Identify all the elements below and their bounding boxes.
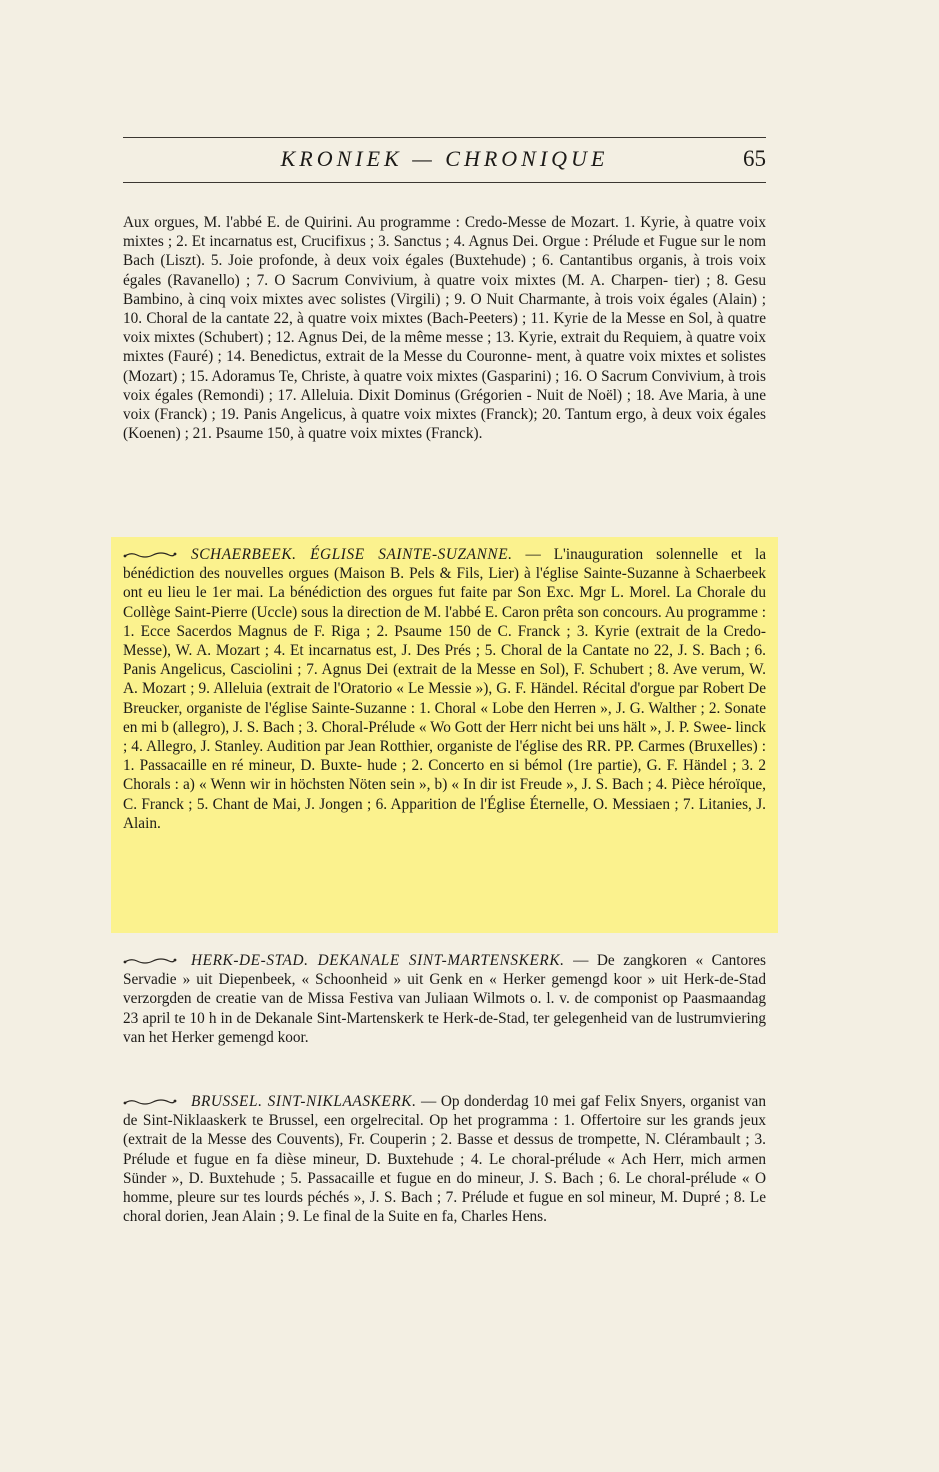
text-line: do mineur, J. S. Bach ; 6. Le choral-prélude « O homme, pleure sur tes lourds péchés », [123,1169,767,1207]
text-line: des orgues fut faite par Son Exc. Mgr L. Morel. [366,584,671,602]
text-line: — De [564,952,615,969]
text-line: « Herker gemengd koor » uit Herk-de-Stad verzorgden de creatie van de Missa [123,971,766,1008]
section-schaerbeek [123,545,766,833]
text-line: Jean Alain ; 9. Le final de la Suite en fa, Charles Hens. [211,1208,547,1226]
text-line: à deux voix égales (Buxtehude) ; 6. Cantantibus organis, à trois voix égales [123,252,767,289]
text-line: 1. Choral « Lobe den Herren », J. G. Walther ; 2. Sonate en mi b (allegro), [123,699,766,736]
text-line: (Schubert) ; 12. Agnus Dei, de la même messe ; 13. Kyrie, extrait du Requiem, [198,329,683,347]
text-line: wir in höchsten Nöten sein », b) « In dir ist Freude », J. S. Bach ; 4. Pièce héroïque, [249,776,766,794]
text-line: J. S. Bach ; 3. Choral-Prélude « Wo Gott der Herr nicht bei uns hält », J. P. Swee- [233,718,732,736]
section-heading-text: HERK-DE-STAD. DEKANALE SINT-MARTENSKERK. [191,952,565,969]
section-ornament-icon [123,1097,177,1107]
text-line: tier) ; 8. Gesu Bambino, à cinq voix mixtes avec solistes (Virgili) ; 9. O Nuit [123,271,766,308]
section-ornament-icon [123,956,177,966]
text-line: ment, à quatre voix mixtes et solistes (Mozart) ; 15. Adoramus Te, Christe, à [123,348,767,385]
text-line: hude ; 2. Concerto en si bémol (1re partie), G. F. Händel ; 3. 2 Chorals : a) « Wenn [123,757,766,794]
header-rule-top [123,137,766,138]
text-line: Charmante, à trois voix égales (Alain) ; 10. Choral de la cantate 22, à quatre [123,290,767,328]
text-line: J. S. Bach ; 6. Panis Angelicus, Casciolini ; 7. Agnus Dei (extrait de la Messe [123,642,767,679]
text-line: 4. Agnus Dei. Orgue : Prélude et Fugue sur le nom Bach (Liszt). 5. Joie profonde, [123,233,766,270]
text-line: — L'inauguration [512,546,644,563]
section-heading-text: SCHAERBEEK. ÉGLISE SAINTE-SUZANNE. [191,546,513,563]
text-line: Récital d'orgue par Robert De Breucker, organiste de l'église Sainte-Suzanne : [123,680,766,717]
text-line: en Sol), F. Schubert ; 8. Ave verum, W. A. Mozart ; 9. Alleluia (extrait de [123,661,766,698]
text-line: de lustrumviering van het Herker gemengd koor. [123,1009,766,1046]
text-line: W. A. Mozart ; 4. Et incarnatus est, J. Des Prés ; 5. Choral de la Cantate no 22, [175,642,673,660]
text-line: (Ravanello) ; 7. O Sacrum Convivium, à quatre voix mixtes (M. A. Charpen- [167,271,669,289]
text-line: à l'église Sainte-Suzanne à Schaerbeek ont eu lieu le 1er mai. La bénédiction [123,565,766,602]
text-line: « Ach Herr, mich armen Sünder », D. Buxtehude ; 5. Passacaille et fugue en [123,1150,767,1187]
text-line: (Remondi) ; 17. Alleluia. Dixit Dominus (Grégorien - Nuit de Noël) ; 18. Ave [197,386,683,404]
running-head: KRONIEK — CHRONIQUE [280,146,609,171]
section-herk-de-stad [123,951,766,1047]
text-line: l'Oratorio « Le Messie »), G. F. Händel. [333,680,579,698]
text-line: Couvents), Fr. Couperin ; 2. Basse et dessus de trompette, N. Clérambault ; [276,1131,750,1149]
text-line: O. Messiaen ; 7. Litanies, J. Alain. [123,795,766,832]
section-heading [123,952,565,969]
section-brussel [123,1092,766,1226]
text-line: Aux orgues, M. l'abbé E. de Quirini. Au programme : Credo-Messe de Mozart. [123,214,619,231]
text-line: 20. Tantum ergo, à deux voix égales (Koenen) ; 21. Psaume 150, à quatre voix [123,406,767,443]
text-line: La Chorale du Collège Saint-Pierre (Uccle) sous la direction de M. l'abbé [123,584,766,621]
text-line: 3. Prélude et fugue en fa dièse mineur, D. Buxtehude ; 4. Le choral-prélude [123,1131,767,1168]
section-heading [123,1093,417,1110]
page-number: 65 [743,146,766,171]
text-line: F. Riga ; 2. Psaume 150 de C. Franck ; 3. Kyrie (extrait de la Credo-Messe), [123,622,766,660]
text-line: solennelle et la bénédiction des nouvelles orgues (Maison B. Pels & Fils, Lier) [123,546,766,583]
text-line: mixtes (Franck). [381,425,483,443]
text-line: Festiva van Juliaan Wilmots o. l. v. de componist op Paasmaandag 23 april [123,990,767,1027]
section-heading [123,546,513,563]
text-line: te 10 h in de Dekanale Sint-Martenskerk te Herk-de-Stad, ter gelegenheid van [174,1009,654,1027]
text-line: Op het programma : 1. Offertoire sur les grands jeux (extrait de la Messe des [123,1112,767,1149]
section-ornament-icon [123,550,177,560]
text-line: linck ; 4. Allegro, J. Stanley. Audition par Jean Rotthier, organiste de [123,718,766,756]
text-line: voix mixtes (Bach-Peeters) ; 11. Kyrie de la Messe en Sol, à quatre voix mixtes [123,310,766,347]
text-line: C. Franck ; 5. Chant de Mai, J. Jongen ; 6. Apparition de l'Église Éternelle, [123,795,589,813]
text-line: Maria, à une voix (Franck) ; 19. Panis Angelicus, à quatre voix mixtes (Franck); [123,386,766,424]
text-line: 1. Kyrie, à quatre voix mixtes ; 2. Et incarnatus est, Crucifixus ; 3. Sanctus ; [123,214,766,251]
text-line: zangkoren « Cantores Servadie » uit Diepenbeek, « Schoonheid » uit Genk en [123,952,766,989]
text-line: Felix Snyers, organist van de Sint-Niklaaskerk te Brussel, een orgelrecital. [123,1093,766,1130]
text-line: J. S. Bach ; 7. Prélude et fugue en sol mineur, M. Dupré ; 8. Le choral dorien, [123,1189,767,1226]
text-line: l'église des RR. PP. Carmes (Bruxelles) : 1. Passacaille en ré mineur, D. Buxte- [123,738,766,775]
text-line: — Op donderdag 10 mei gaf [416,1093,600,1110]
header-rule-bottom [123,182,766,183]
text-line: E. Caron prêta son concours. Au programme : 1. Ecce Sacerdos Magnus de [123,603,766,640]
text-line: quatre voix mixtes (Gasparini) ; 16. O Sacrum Convivium, à trois voix égales [123,367,766,404]
section-chronicle-program [123,213,766,443]
section-heading-text: BRUSSEL. SINT-NIKLAASKERK. [191,1093,417,1110]
text-line: à quatre voix mixtes (Fauré) ; 14. Benedictus, extrait de la Messe du Couronne- [123,329,766,366]
